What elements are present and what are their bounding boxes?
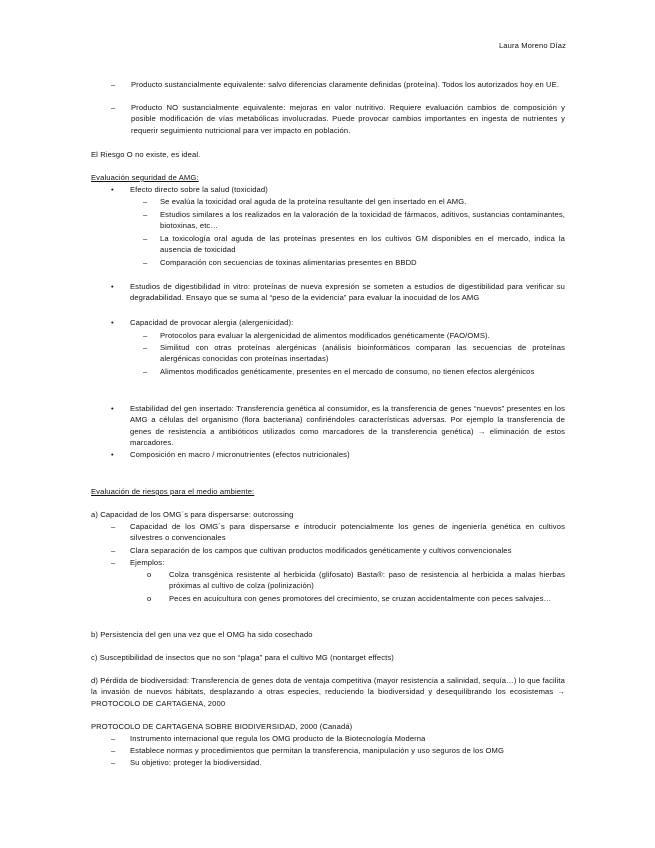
perdida-biodiversidad-text: d) Pérdida de biodiversidad: Transferencia de genes dota de ventaja competitiva (mayor resistencia a salinidad, sequía…) lo que facilita la invasión de nuevos hábitats, desplazando a otras especies, reduciendo la biodiversidad y desequilibrando los ecosistemas → PROTOCOLO DE CARTAGENA, 2000 [91, 676, 565, 708]
alergia-dash-text: Alimentos modificados genéticamente, presentes en el mercado de consumo, no tienen efectos alergénicos [160, 367, 535, 376]
capacidad-dispersion-title: a) Capacidad de los OMG´s para dispersarse: outcrossing [91, 510, 294, 519]
bullet-marker: • [111, 318, 114, 327]
dash-marker: – [111, 80, 116, 89]
medio-ambiente-heading: Evaluación de riesgos para el medio ambiente: [91, 487, 255, 496]
seguridad-heading: Evaluación seguridad de AMG: [91, 173, 199, 182]
intro-dash-text: Producto sustancialmente equivalente: salvo diferencias claramente definidas (proteína). Todos los autorizados hoy en UE. [131, 80, 560, 89]
dash-marker: – [111, 546, 116, 555]
ejemplo-text: Colza transgénica resistente al herbicida (glifosato) Basta®: paso de resistencia al herbicida a malas hierbas próximas al cultivo de colza (polinización) [169, 570, 565, 591]
bullet-marker: • [111, 404, 114, 413]
dash-marker: – [143, 234, 148, 243]
dispersion-dash-text: Capacidad de los OMG´s para dispersarse e introducir potencialmente los genes de ingeniería genética en cultivos silvestres o convencionales [130, 522, 565, 543]
composicion-text: Composición en macro / micronutrientes (efectos nutricionales) [130, 450, 350, 459]
dispersion-dash-text: Ejemplos: [130, 558, 165, 567]
protocolo-dash-text: Su objetivo: proteger la biodiversidad. [130, 758, 262, 767]
dash-marker: – [111, 558, 116, 567]
toxicidad-bullet-text: Efecto directo sobre la salud (toxicidad) [130, 185, 268, 194]
ejemplo-text: Peces en acuicultura con genes promotores del crecimiento, se cruzan accidentalmente con peces salvajes… [169, 594, 552, 603]
toxicidad-dash-text: La toxicología oral aguda de las proteínas presentes en los cultivos GM disponibles en el mercado, indica la ausencia de toxicidad [160, 234, 565, 255]
protocolo-heading: PROTOCOLO DE CARTAGENA SOBRE BIODIVERSIDAD, 2000 (Canadá) [91, 722, 353, 731]
dash-marker: – [111, 746, 116, 755]
digestibilidad-text: Estudios de digestibilidad in vitro: proteínas de nueva expresión se someten a estudios de digestibilidad para verificar su degradabilidad. Ensayo que se suma al “peso de la evidencia” para evaluar la inocuidad de los AMG [130, 282, 565, 303]
intro-dash-text: Producto NO sustancialmente equivalente: mejoras en valor nutritivo. Requiere evaluación cambios de composición y posible modificación de vías metabólicas involucradas. Puede provocar cambios importantes en ingesta de nutrientes y requerir seguimiento nutricional para ver impacto en población. [131, 103, 565, 135]
protocolo-dash-text: Instrumento internacional que regula los OMG producto de la Biotecnología Moderna [130, 734, 426, 743]
dash-marker: – [111, 734, 116, 743]
dash-marker: – [143, 258, 148, 267]
alergia-dash-text: Similitud con otras proteínas alergénicas (análisis bioinformáticos comparan las secuencias de proteínas alergénicas conocidas con proteínas insertadas) [160, 343, 565, 364]
dash-marker: – [143, 343, 148, 352]
estabilidad-text: Estabilidad del gen insertado: Transferencia genética al consumidor, es la transferencia de genes “nuevos” presentes en los AMG a células del organismo (flora bacteriana) confiriéndoles características adversas. Por ejemplo la transferencia de genes de resistencia a antibióticos utilizados como marcadores de la transferencia genética) → eliminación de estos marcadores. [130, 404, 565, 447]
bullet-marker: • [111, 185, 114, 194]
dash-marker: – [143, 210, 148, 219]
toxicidad-dash-text: Se evalúa la toxicidad oral aguda de la proteína resultante del gen insertado en el AMG. [160, 197, 467, 206]
dash-marker: – [143, 367, 148, 376]
dash-marker: – [111, 522, 116, 531]
bullet-marker: • [111, 450, 114, 459]
dash-marker: – [111, 103, 116, 112]
circle-marker: o [147, 594, 152, 603]
bullet-marker: • [111, 282, 114, 291]
protocolo-dash-text: Establece normas y procedimientos que permitan la transferencia, manipulación y uso seguros de los OMG [130, 746, 504, 755]
author-name: Laura Moreno Díaz [498, 41, 566, 50]
persistencia-gen-text: b) Persistencia del gen una vez que el OMG ha sido cosechado [91, 630, 313, 639]
riesgo-cero-text: El Riesgo O no existe, es ideal. [91, 150, 201, 159]
toxicidad-dash-text: Estudios similares a los realizados en la valoración de la toxicidad de fármacos, aditivos, sustancias contaminantes, biotoxinas, etc… [160, 210, 565, 231]
toxicidad-dash-text: Comparación con secuencias de toxinas alimentarias presentes en BBDD [160, 258, 417, 267]
dash-marker: – [143, 197, 148, 206]
dispersion-dash-text: Clara separación de los campos que cultivan productos modificados genéticamente y cultivos convencionales [130, 546, 512, 555]
susceptibilidad-insectos-text: c) Susceptibilidad de insectos que no son “plaga” para el cultivo MG (nontarget effects) [91, 653, 394, 662]
dash-marker: – [111, 758, 116, 767]
alergia-dash-text: Protocolos para evaluar la alergenicidad de alimentos modificados genéticamente (FAO/OMS). [160, 331, 490, 340]
alergia-bullet-text: Capacidad de provocar alergia (alergenicidad): [130, 318, 294, 327]
dash-marker: – [143, 331, 148, 340]
circle-marker: o [147, 570, 152, 579]
